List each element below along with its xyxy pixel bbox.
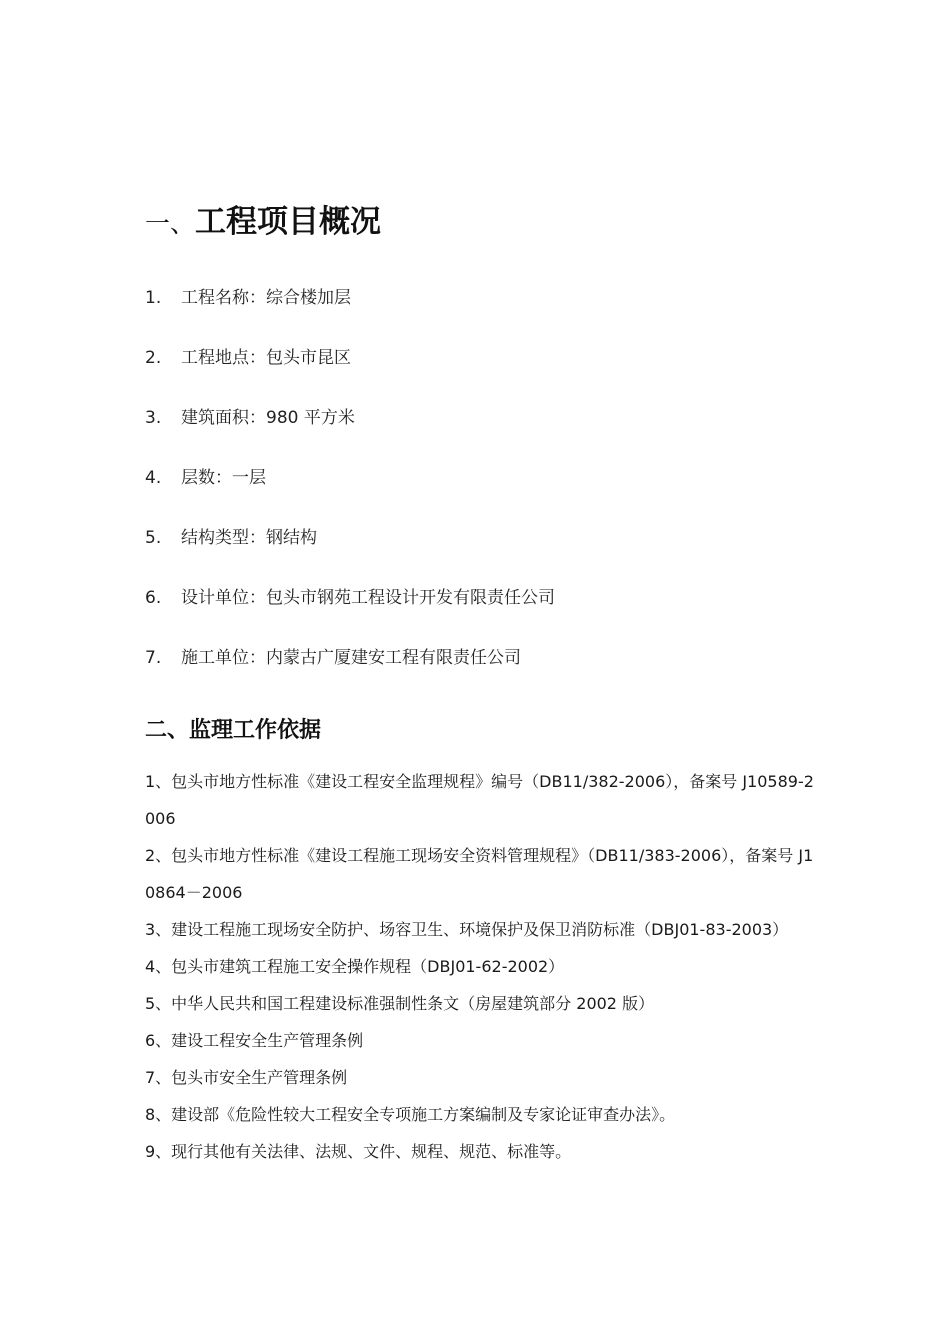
item-text: 层数：一层 (181, 468, 266, 488)
item-number: 6. (145, 588, 162, 608)
basis-item: 9、现行其他有关法律、法规、文件、规程、规范、标准等。 (145, 1142, 572, 1161)
basis-item: 8、建设部《危险性较大工程安全专项施工方案编制及专家论证审查办法》。 (145, 1105, 676, 1124)
item-number: 7. (145, 648, 162, 668)
list-item (145, 643, 555, 703)
item-number: 5. (145, 528, 162, 548)
item-text: 设计单位：包头市钢苑工程设计开发有限责任公司 (181, 588, 555, 608)
section-1-number: 一、 (145, 209, 196, 238)
basis-item: 4、包头市建筑工程施工安全操作规程（DBJ01-62-2002） (145, 957, 565, 976)
item-number: 4. (145, 468, 162, 488)
item-text: 施工单位：内蒙古广厦建安工程有限责任公司 (181, 648, 521, 668)
item-text: 工程地点：包头市昆区 (181, 348, 351, 368)
item-number: 1. (145, 288, 162, 308)
project-overview-list (145, 283, 555, 703)
item-text: 工程名称：综合楼加层 (181, 288, 351, 308)
basis-item: 6、建设工程安全生产管理条例 (145, 1031, 364, 1050)
list-item (145, 403, 555, 463)
item-text: 建筑面积：980 平方米 (181, 408, 355, 428)
basis-item: 7、包头市安全生产管理条例 (145, 1068, 348, 1087)
item-number: 2. (145, 348, 162, 368)
list-item (145, 283, 555, 343)
section-2-heading: 二、监理工作依据 (145, 718, 322, 743)
item-number: 3. (145, 408, 162, 428)
list-item (145, 583, 555, 643)
list-item (145, 523, 555, 583)
section-1-heading (145, 198, 381, 248)
list-item (145, 343, 555, 403)
supervision-basis-list (145, 763, 815, 1170)
basis-item: 2、包头市地方性标准《建设工程施工现场安全资料管理规程》（DB11/383-2006），备案号 J10864－2006 (145, 846, 814, 902)
section-1-title: 工程项目概况 (195, 204, 382, 240)
basis-item: 1、包头市地方性标准《建设工程安全监理规程》编号（DB11/382-2006），备案号 J10589-2006 (145, 772, 814, 828)
list-item (145, 463, 555, 523)
basis-item: 5、中华人民共和国工程建设标准强制性条文（房屋建筑部分 2002 版） (145, 994, 655, 1013)
basis-item: 3、建设工程施工现场安全防护、场容卫生、环境保护及保卫消防标准（DBJ01-83-2003） (145, 920, 789, 939)
item-text: 结构类型：钢结构 (181, 528, 317, 548)
